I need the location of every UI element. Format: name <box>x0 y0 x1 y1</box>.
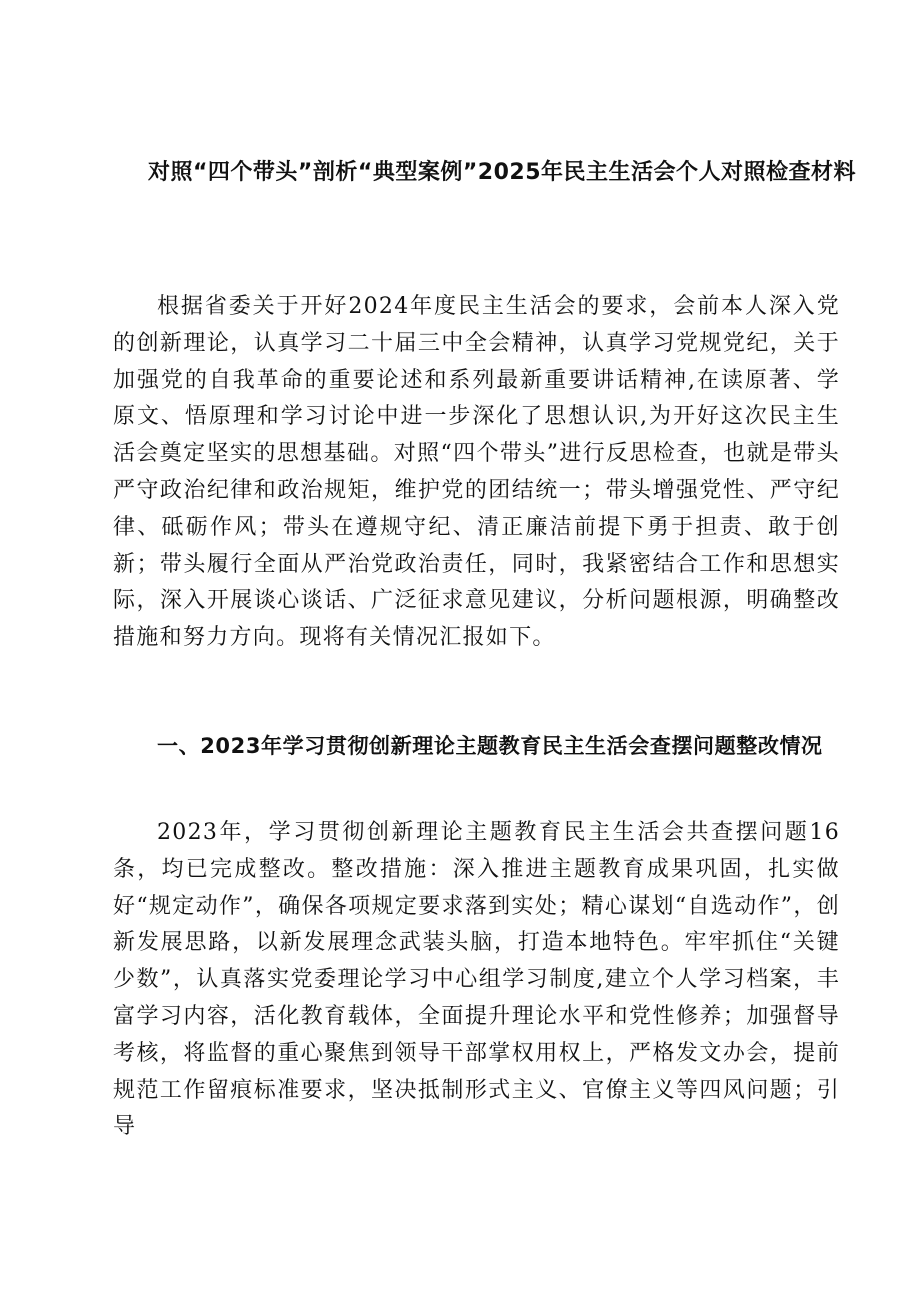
intro-paragraph: 根据省委关于开好2024年度民主生活会的要求，会前本人深入党的创新理论，认真学习二十届三中全会精神，认真学习党规党纪，关于加强党的自我革命的重要论述和系列最新重要讲话精神,在读原著、学原文、悟原理和学习讨论中进一步深化了思想认识,为开好这次民主生活会奠定坚实的思想基础。对照“四个带头”进行反思检查，也就是带头严守政治纪律和政治规矩，维护党的团结统一；带头增强党性、严守纪律、砥砺作风；带头在遵规守纪、清正廉洁前提下勇于担责、敢于创新；带头履行全面从严治党政治责任，同时，我紧密结合工作和思想实际，深入开展谈心谈话、广泛征求意见建议，分析问题根源，明确整改措施和努力方向。现将有关情况汇报如下。 <box>113 294 840 651</box>
section-heading-1: 一、2023年学习贯彻创新理论主题教育民主生活会查摆问题整改情况 <box>157 734 823 758</box>
section-1-paragraph: 2023年，学习贯彻创新理论主题教育民主生活会共查摆问题16条，均已完成整改。整改措施：深入推进主题教育成果巩固，扎实做好“规定动作”，确保各项规定要求落到实处；精心谋划“自选动作”，创新发展思路，以新发展理念武装头脑，打造本地特色。牢牢抓住“关键少数”，认真落实党委理论学习中心组学习制度,建立个人学习档案，丰富学习内容，活化教育载体，全面提升理论水平和党性修养；加强督导考核，将监督的重心聚焦到领导干部掌权用权上，严格发文办会，提前规范工作留痕标准要求，坚决抵制形式主义、官僚主义等四风问题；引导 <box>113 820 840 1140</box>
document-title: 对照“四个带头”剖析“典型案例”2025年民主生活会个人对照检查材料 <box>147 160 857 185</box>
